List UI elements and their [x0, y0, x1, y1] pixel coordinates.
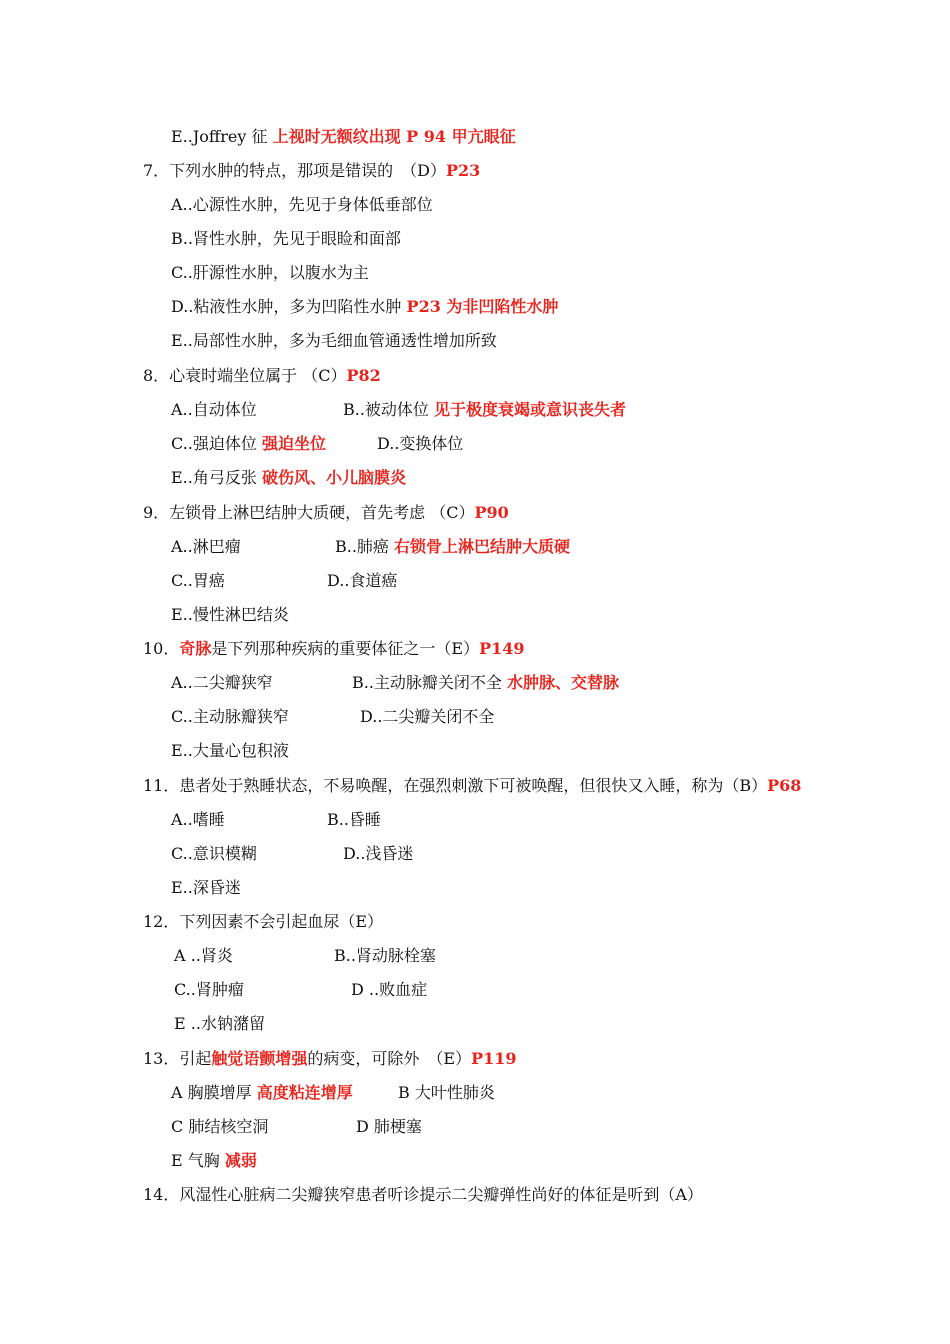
- question-11: [143, 776, 801, 796]
- q9-option-e: [171, 605, 289, 625]
- q8-option-a: [171, 400, 257, 420]
- question-text: 7．下列水肿的特点，那项是错误的 （D）: [143, 161, 447, 180]
- q8-option-c: [171, 434, 326, 454]
- question-10: [143, 639, 525, 659]
- q7-option-d: [171, 297, 558, 317]
- q10-option-b: [352, 673, 619, 693]
- option-text: D..食道癌: [327, 571, 398, 590]
- q13-option-c: [171, 1117, 268, 1137]
- annotation-red: 上视时无额纹出现 P 94 甲亢眼征: [272, 127, 516, 146]
- page-ref: P119: [471, 1049, 517, 1068]
- q13-option-b: [398, 1083, 495, 1103]
- option-text: C..主动脉瓣狭窄: [171, 707, 289, 726]
- q12-option-a: [174, 946, 233, 966]
- q12-option-d: [351, 980, 427, 1000]
- q13-option-d: [356, 1117, 422, 1137]
- option-text: A..淋巴瘤: [171, 537, 241, 556]
- page-ref: P90: [474, 503, 509, 522]
- question-8: [143, 366, 381, 386]
- question-9: [143, 503, 509, 523]
- option-text: A 胸膜增厚: [171, 1083, 257, 1102]
- option-text: E..Joffrey 征: [171, 127, 273, 146]
- option-text: D..二尖瓣关闭不全: [360, 707, 495, 726]
- question-text: 13．引起: [143, 1049, 212, 1068]
- page-ref: P82: [346, 366, 381, 385]
- keyword-red: 触觉语颤增强: [211, 1049, 308, 1068]
- annotation-red: 水肿脉、交替脉: [507, 673, 620, 692]
- option-text: E..角弓反张: [171, 468, 262, 487]
- option-text: A..心源性水肿，先见于身体低垂部位: [171, 195, 433, 214]
- q11-option-e: [171, 878, 241, 898]
- option-text: E ..水钠潴留: [174, 1014, 265, 1033]
- q10-option-e: [171, 741, 289, 761]
- q10-option-d: [360, 707, 494, 727]
- annotation-red: 高度粘连增厚: [256, 1083, 353, 1102]
- q9-option-a: [171, 537, 241, 557]
- question-text: 14．风湿性心脏病二尖瓣狭窄患者听诊提示二尖瓣弹性尚好的体征是听到（A）: [143, 1185, 703, 1204]
- option-text: B..主动脉瓣关闭不全: [352, 673, 508, 692]
- option-text: B 大叶性肺炎: [398, 1083, 495, 1102]
- annotation-red: 强迫坐位: [261, 434, 326, 453]
- q10-option-a: [171, 673, 273, 693]
- option-text: C..意识模糊: [171, 844, 257, 863]
- option-text: C..肝源性水肿，以腹水为主: [171, 263, 369, 282]
- q11-option-b: [327, 810, 381, 830]
- question-12: [143, 912, 383, 932]
- question-text: 是下列那种疾病的重要体征之一（E）: [211, 639, 480, 658]
- option-text: A ..肾炎: [174, 946, 233, 965]
- option-text: C..强迫体位: [171, 434, 262, 453]
- q12-option-b: [334, 946, 436, 966]
- question-number: 10．: [143, 639, 180, 658]
- q9-option-c: [171, 571, 225, 591]
- q8-option-d: [377, 434, 463, 454]
- option-text: D..变换体位: [377, 434, 464, 453]
- option-text: B..被动体位: [343, 400, 435, 419]
- option-text: A..二尖瓣狭窄: [171, 673, 273, 692]
- q9-option-d: [327, 571, 397, 591]
- annotation-red: 减弱: [224, 1151, 257, 1170]
- option-text: C 肺结核空洞: [171, 1117, 269, 1136]
- q12-option-c: [174, 980, 244, 1000]
- question-text: 9．左锁骨上淋巴结肿大质硬，首先考虑 （C）: [143, 503, 475, 522]
- q7-option-a: [171, 195, 433, 215]
- option-text: C..肾肿瘤: [174, 980, 244, 999]
- page-ref: P68: [767, 776, 802, 795]
- option-text: E..慢性淋巴结炎: [171, 605, 289, 624]
- option-e-joffrey: [171, 127, 516, 147]
- q13-option-a: [171, 1083, 353, 1103]
- q7-option-e: [171, 331, 497, 351]
- option-text: D ..败血症: [351, 980, 428, 999]
- q9-option-b: [335, 537, 570, 557]
- page-ref: P149: [479, 639, 525, 658]
- q12-option-e: [174, 1014, 265, 1034]
- annotation-red: 破伤风、小儿脑膜炎: [261, 468, 406, 487]
- option-text: B..肺癌: [335, 537, 395, 556]
- q11-option-c: [171, 844, 257, 864]
- option-text: C..胃癌: [171, 571, 225, 590]
- q13-option-e: [171, 1151, 257, 1171]
- q8-option-b: [343, 400, 626, 420]
- option-text: E..局部性水肿，多为毛细血管通透性增加所致: [171, 331, 497, 350]
- q7-option-b: [171, 229, 401, 249]
- question-text: 的病变，可除外 （E）: [307, 1049, 472, 1068]
- q7-option-c: [171, 263, 369, 283]
- question-text: 11．患者处于熟睡状态，不易唤醒，在强烈刺激下可被唤醒，但很快又入睡，称为（B）: [143, 776, 768, 795]
- page-ref: P23: [446, 161, 481, 180]
- option-text: A..嗜睡: [171, 810, 225, 829]
- question-14: [143, 1185, 703, 1205]
- question-text: 8．心衰时端坐位属于 （C）: [143, 366, 347, 385]
- q11-option-a: [171, 810, 225, 830]
- option-text: D 肺梗塞: [356, 1117, 422, 1136]
- annotation-red: 右锁骨上淋巴结肿大质硬: [394, 537, 571, 556]
- option-text: B..昏睡: [327, 810, 381, 829]
- keyword-red: 奇脉: [179, 639, 212, 658]
- question-7: [143, 161, 480, 181]
- option-text: D..粘液性水肿，多为凹陷性水肿: [171, 297, 407, 316]
- q11-option-d: [343, 844, 413, 864]
- option-text: E 气胸: [171, 1151, 225, 1170]
- question-13: [143, 1049, 517, 1069]
- annotation-red: 见于极度衰竭或意识丧失者: [434, 400, 627, 419]
- option-text: E..大量心包积液: [171, 741, 289, 760]
- q8-option-e: [171, 468, 406, 488]
- option-text: A..自动体位: [171, 400, 257, 419]
- option-text: B..肾性水肿，先见于眼睑和面部: [171, 229, 401, 248]
- option-text: B..肾动脉栓塞: [334, 946, 436, 965]
- question-text: 12．下列因素不会引起血尿（E）: [143, 912, 384, 931]
- option-text: D..浅昏迷: [343, 844, 414, 863]
- q10-option-c: [171, 707, 289, 727]
- annotation-red: P23 为非凹陷性水肿: [406, 297, 559, 316]
- option-text: E..深昏迷: [171, 878, 241, 897]
